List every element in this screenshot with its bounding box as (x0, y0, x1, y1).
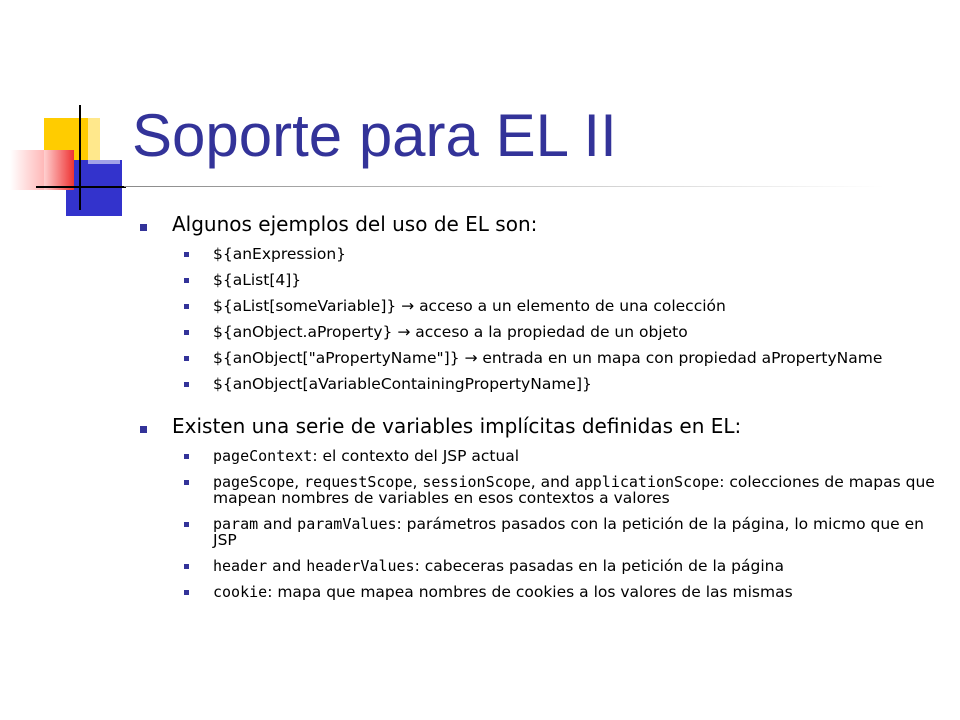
sub-bullet-text: , and (530, 473, 575, 491)
sub-bullet-item (132, 584, 947, 600)
sub-bullet-item (132, 516, 947, 548)
code-term: header (213, 557, 268, 575)
sub-bullet-text: and (258, 515, 298, 533)
decor-red-fade (10, 150, 44, 190)
sub-bullet-text: : cabeceras pasadas en la petición de la página (414, 557, 784, 575)
sub-bullet-text: ${anObject["aPropertyName"]} → entrada en un mapa con propiedad aPropertyName (213, 349, 883, 367)
bullet-text: Existen una serie de variables implícitas definidas en EL: (172, 414, 742, 438)
code-term: param (213, 515, 259, 533)
sub-bullet-item (132, 474, 947, 506)
bullet-text: Algunos ejemplos del uso de EL son: (172, 212, 538, 236)
code-term: applicationScope (574, 473, 720, 491)
code-term: pageScope (213, 473, 295, 491)
code-term: headerValues (306, 557, 415, 575)
sub-bullet-text: , (294, 473, 305, 491)
decor-blue-square (66, 160, 122, 216)
bullet-el-examples (132, 212, 947, 392)
sub-bullet-item (132, 246, 947, 262)
decor-light-overlay (88, 118, 120, 164)
title-underline-rule (124, 186, 884, 187)
sub-bullet-item (132, 298, 947, 314)
sub-bullet-item (132, 558, 947, 574)
sub-bullet-item (132, 324, 947, 340)
code-term: pageContext (213, 447, 313, 465)
sub-bullet-text: : mapa que mapea nombres de cookies a los valores de las mismas (267, 583, 793, 601)
sub-bullet-text: ${anObject.aProperty} → acceso a la propiedad de un objeto (213, 323, 688, 341)
sub-bullet-text: ${aList[someVariable]} → acceso a un elemento de una colección (213, 297, 726, 315)
code-term: sessionScope (422, 473, 531, 491)
decor-red-square (44, 150, 74, 190)
code-term: paramValues (297, 515, 397, 533)
sub-bullet-text: ${anObject[aVariableContainingPropertyName]} (213, 375, 592, 393)
sub-bullet-text: ${aList[4]} (213, 271, 302, 289)
sub-bullet-list (132, 448, 947, 600)
sub-bullet-text: : el contexto del JSP actual (312, 447, 520, 465)
slide-content (132, 212, 947, 606)
sub-bullet-item (132, 272, 947, 288)
sub-bullet-text: : colecciones de mapas que mapean nombres de variables en esos contextos a valores (213, 473, 935, 507)
sub-bullet-item (132, 376, 947, 392)
sub-bullet-text: , (412, 473, 423, 491)
sub-bullet-text: and (267, 557, 307, 575)
code-term: cookie (213, 583, 268, 601)
sub-bullet-text: : parámetros pasados con la petición de la página, lo micmo que en JSP (213, 515, 924, 549)
code-term: requestScope (304, 473, 413, 491)
sub-bullet-item (132, 448, 947, 464)
sub-bullet-list (132, 246, 947, 392)
bullet-list (132, 212, 947, 600)
decor-vertical-line (79, 105, 81, 210)
slide-title: Soporte para EL II (132, 102, 617, 169)
bullet-implicit-variables (132, 414, 947, 600)
decor-horizontal-line (36, 186, 126, 188)
sub-bullet-text: ${anExpression} (213, 245, 347, 263)
sub-bullet-item (132, 350, 947, 366)
